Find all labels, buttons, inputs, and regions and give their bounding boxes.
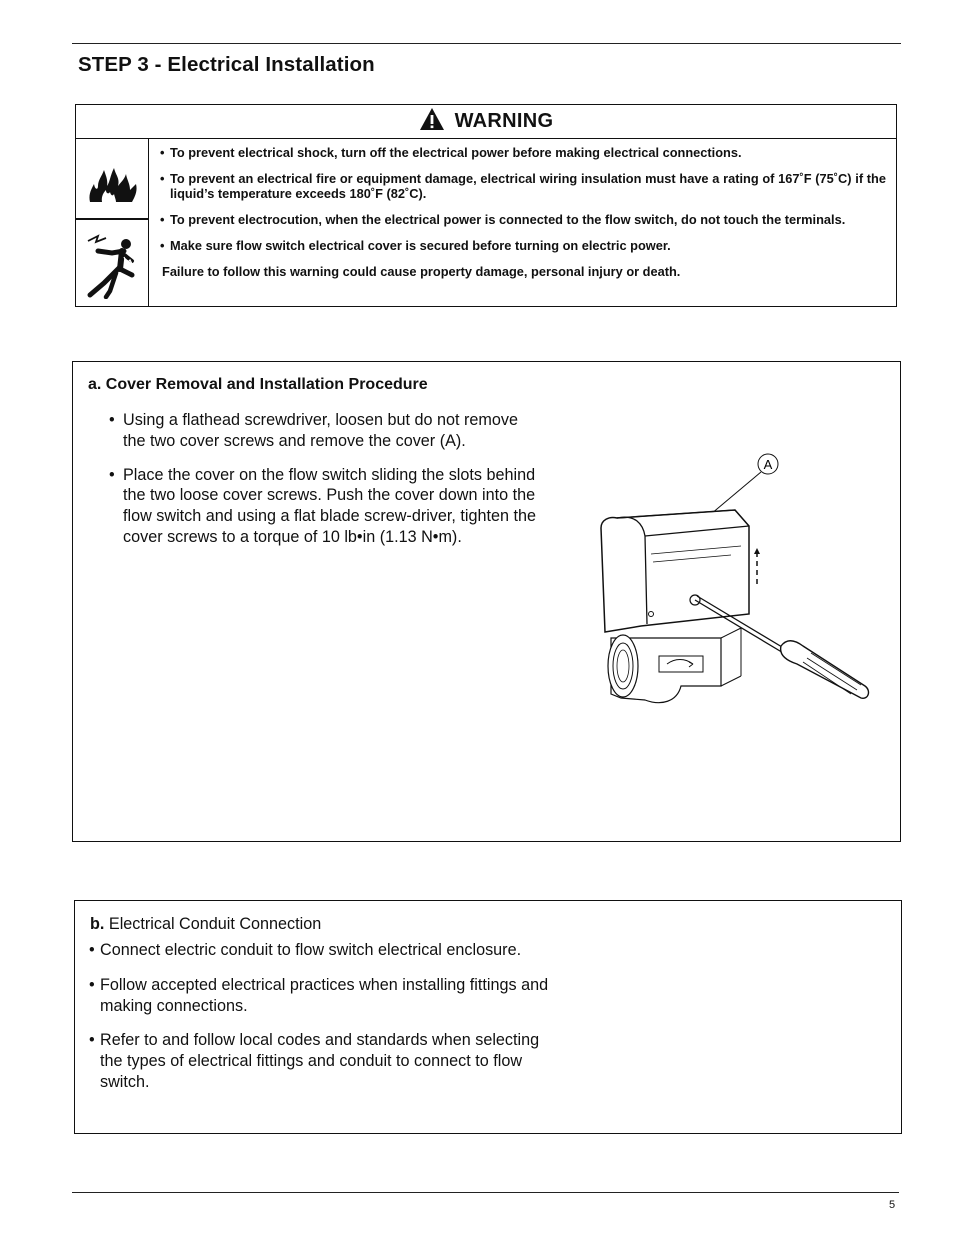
warning-bullet: • To prevent an electrical fire or equipment damage, electrical wiring insulation must have a rating of 167˚F (75˚C) if the liquid’s temperature exceeds 180˚F (82˚C). xyxy=(160,171,886,201)
page-number: 5 xyxy=(889,1199,896,1211)
section-b-title: b. Electrical Conduit Connection xyxy=(90,915,322,933)
top-rule xyxy=(72,43,901,44)
warning-bullet: • Make sure flow switch electrical cover is secured before turning on electric power. xyxy=(160,238,671,253)
warning-footer: Failure to follow this warning could cause property damage, personal injury or death. xyxy=(162,264,681,279)
section-a-title: a. Cover Removal and Installation Procedure xyxy=(88,376,428,393)
fire-icon xyxy=(86,158,140,209)
list-item: • Place the cover on the flow switch sliding the slots behind the two loose cover screws. Push the cover down into the flow switch and using a flat blade screw-driver, tighten the cover screws to a torque of 10 lb•in (1.13 N•m). xyxy=(109,465,536,546)
page-title: STEP 3 - Electrical Installation xyxy=(78,53,375,76)
flow-switch-cover-illustration xyxy=(581,450,881,745)
list-item: • Refer to and follow local codes and standards when selecting the types of electrical fittings and conduit to connect to flow switch. xyxy=(89,1031,540,1091)
electric-shock-icon xyxy=(86,233,140,304)
section-a-list xyxy=(109,410,539,561)
icon-divider xyxy=(76,218,148,220)
list-item: • Connect electric conduit to flow switch electrical enclosure. xyxy=(89,941,522,959)
section-b-list xyxy=(89,940,559,1107)
warning-title: WARNING xyxy=(454,110,554,132)
warning-bullet: • To prevent electrocution, when the electrical power is connected to the flow switch, do not touch the terminals. xyxy=(160,212,846,227)
warning-icon-column xyxy=(76,138,149,306)
warning-header xyxy=(76,105,896,139)
bottom-rule xyxy=(72,1192,899,1193)
warning-text xyxy=(160,145,886,279)
figure-label-a: A xyxy=(763,457,773,472)
section-cover-removal xyxy=(72,361,901,842)
section-conduit-connection xyxy=(74,900,902,1134)
list-item: • Follow accepted electrical practices when installing fittings and making connections. xyxy=(89,975,549,1015)
list-item: • Using a flathead screwdriver, loosen but do not remove the two cover screws and remove the cover (A). xyxy=(109,411,519,450)
warning-box xyxy=(75,104,897,307)
warning-bullet: • To prevent electrical shock, turn off the electrical power before making electrical connections. xyxy=(160,145,742,160)
warning-triangle-icon xyxy=(419,107,445,136)
